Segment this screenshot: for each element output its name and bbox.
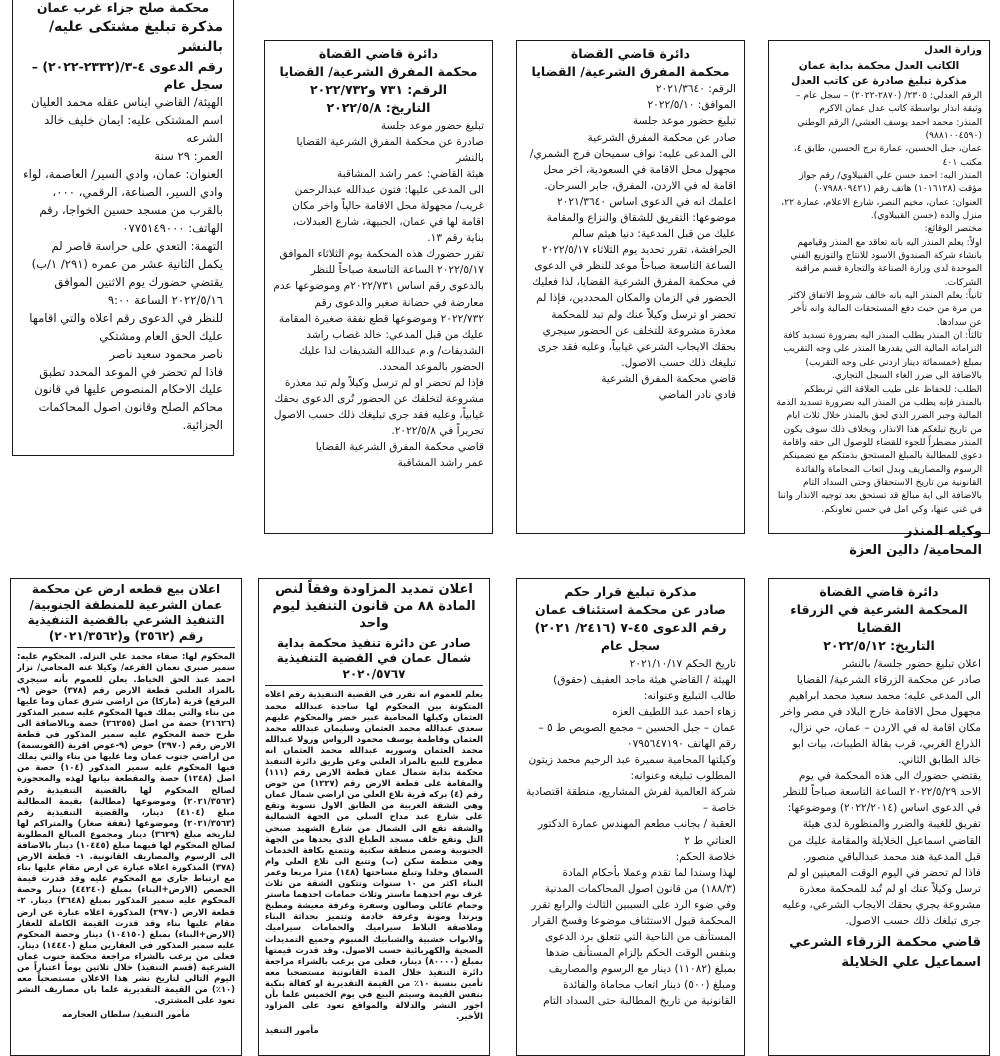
notice-signature-title: قاضي محكمة المفرق الشرعية: [601, 372, 736, 385]
notice-line: الموافق: ٢٠٢٢/٥/١٠: [647, 99, 736, 112]
notice-subtitle: صادر عن دائرة تنفيذ محكمة بداية شمال عمان في القضية التنفيذية ٢٠٢٠/٥٧٦٧: [276, 635, 472, 681]
notice-auction-extension: [258, 578, 490, 1056]
notice-title: مذكرة تبليغ صادرة عن كاتب العدل: [791, 74, 967, 87]
notice-signature-title: قاضي محكمة المفرق الشرعية القضايا: [315, 441, 484, 454]
notice-line: صادر عن محكمة المفرق الشرعية: [587, 131, 736, 144]
notice-ministry: وزارة العدل: [924, 45, 982, 56]
notice-line: الهيئة / القاضي هيئة ماجد العفيف (حقوق): [553, 673, 736, 686]
notice-line: اسم المشتكى عليه: ايمان خليف خالد الشرعه: [44, 112, 223, 145]
notice-line: تبليغ حضور موعد جلسة: [380, 119, 484, 132]
notice-footer: مأمور التنفيذ/ سلطان العجارمه: [62, 1009, 190, 1020]
notice-case-number: رقم الدعوى ٤-٣/(٢٣٣٢-٢٠٢٢) – سجل عام: [31, 58, 223, 92]
notice-line: للنظر في الدعوى رقم اعلاه والتي اقامها عليك الحق العام ومشتكي: [29, 310, 223, 343]
notice-line: الى المدعى عليه: محمد سعيد محمد ابراهيم مجهول محل الاقامة خارج البلاد في مصر واخر مكان اقامة له في الاردن – عمان، حي نزال، الذراع الغربي، قرب بقالة الطيبات، بيات ابو خالد الطابق الثاني.: [780, 689, 981, 767]
notice-line: الى المدعى عليه: نواف سميحان فرج الشمري/ مجهول محل الاقامة في السعودية، اخر محل اقامة له في الاردن، المفرق، جابر السرحان.: [529, 147, 736, 192]
notice-line: ثانياً: يعلم المنذر اليه بانه خالف شروط الاتفاق لاكثر من مرة من حيث دفع المستحقات المالية وانه تأخر عن سدادها.: [788, 290, 982, 328]
notice-court: المحكمة الشرعية في الزرقاء القضايا: [790, 602, 968, 636]
notice-line: المنذر: محمد احمد يوسف العشي/ الرقم الوطني (٩٨٨١٠٠٤٥٩٠): [797, 116, 982, 141]
notice-office: دائرة قاضي القضاة: [318, 46, 439, 61]
divider: [17, 647, 235, 648]
notice-line: مختصر الوقائع:: [924, 223, 982, 235]
notice-signature-name: اسماعيل علي الخلايلة: [841, 954, 981, 970]
notice-signature-name: عمر راشد المشاقبة: [397, 457, 484, 470]
notice-line: شركة العالمية لفرش المشاريع، منطقة اقتصادية خاصة –: [525, 786, 736, 815]
notice-line: الطلب: للحفاظ على طيب العلاقة التي تربطكم بالمنذر فإنه يطلب من المنذر اليه بضرورة تسديد الذمة المالية وجبر الضرر الذي لحق بالمنذر خلال ثلاث ايام من تاريخ تبلغكم هذا الانذار، وبخلاف ذلك سوف يكون المنذر مضطراً للجوء للقضاء للوصول الى حقه واقامة دعوى للمطالبة بالمبلغ المستحق بذمتكم مع تضمينكم الرسوم والمصاريف وبدل اتعاب المحاماة والفائدة القانونية من تاريخ الاستحقاق وحتى السداد التام بالاضافة الى اية مبالغ قد تستحق بعد توجيه الانذار واننا في غنى عنها، وكي امل في حسن تعاونكم.: [776, 383, 982, 515]
notice-line: تبليغ حضور موعد جلسة: [632, 115, 736, 128]
notice-date: التاريخ: ٢٠٢٢/٥/٨: [326, 100, 431, 116]
notice-appeal-judgment: [516, 578, 745, 1056]
notice-line: التهمة: التعدي على حراسة قاصر لم يكمل الثانية عشر من عمره (٢٩١/ ١/ب): [31, 238, 223, 271]
notice-line: عمان – جبل الحسين – مجمع الصويص ط ٥ – رقم الهاتف ٠٧٩٥٦٤٧١٩٠: [538, 721, 736, 750]
notice-line: زهاء احمد عبد اللطيف العزه: [612, 705, 736, 718]
notice-signature-title: قاضي محكمة الزرقاء الشرعي: [789, 935, 981, 951]
notice-title: اعلان بيع قطعه ارض عن محكمة عمان الشرعية للمنطقة الجنوبية/ التنفيذ الشرعي بالقضية التنفيذية رقم (٣٥٦٢) و(٢٠٢١/٣٥٦٢): [27, 582, 225, 643]
notice-title: مذكرة تبليغ مشتكى عليه/ بالنشر: [49, 19, 223, 56]
divider: [265, 685, 483, 686]
notice-line: فاذا لم تحضر في اليوم الوقت المعينين او لم ترسل وكيلاً عنك او لم تُبد للمحكمة معذرة مشروعة يجري بحقك الايجاب الشرعي، وعليه جرى تبلغك ذلك حسب الاصول.: [782, 866, 981, 927]
notice-land-sale-south-amman: [10, 578, 242, 1056]
notice-line: ناصر محمود سعيد ناصر: [109, 346, 223, 361]
notice-line: عمان، جبل الحسين، عمارة برج الحسين، طابق ٤، مكتب ٤٠١: [793, 143, 982, 168]
notice-court: محكمة صلح جزاء غرب عمان: [36, 0, 210, 15]
notice-line: اعلان تبليغ حضور جلسة/ بالنشر: [842, 657, 981, 670]
notice-office: دائرة قاضي القضاة: [570, 46, 691, 61]
notice-court: محكمة المفرق الشرعية/ القضايا: [531, 64, 730, 80]
notice-line: الرقم: ٢٠٢١/٣٦٤٠: [655, 83, 736, 96]
notice-line: ثالثاً: ان المنذر يطلب المنذر اليه بضرورة تسديد كافة التزاماته المالية التي يقدرها المنذر على وجه التقريب بمبلغ (خمسمائة دينار اردني على وجه التقريب) بالاضافة الى ضرر الغاء السجل التجاري.: [783, 330, 982, 382]
notice-court-summons-gharb-amman: [12, 0, 234, 456]
notice-signature-name: المحامية/ دالين العزة: [849, 543, 982, 559]
notice-line: الرقم العدلي: ٢٣٠٥/ (٢٨٧٠-٢٠٢٢) – سجل عام – وثيقة انذار بواسطة كاتب عدل عمان الاكرم: [795, 89, 982, 115]
notice-line: المنذر اليه: احمد حسن علي القبيلاوي/ رقم جواز مؤقت (١٠١٦١٢٨) هاتف رقم (٠٧٩٨٨٠٩٤٢١): [799, 170, 982, 195]
notice-date: التاريخ: ٢٠٢٢/٥/١٢: [823, 638, 935, 654]
notice-register: سجل عام: [600, 638, 661, 654]
notice-line: اولاً: يعلم المنذر اليه بانه تعاقد مع المنذر وقيامهم بانشاء شركة الصندوق الاسود للانتاج والتوزيع الفني الموحدة لدى وزارة الصناعة والتجارة قسم مراقبة الشركات.: [790, 236, 982, 288]
notice-line: يقتضي حضورك يوم الاثنين الموافق ٢٠٢٢/٥/١٦ الساعة ٩:٠٠: [54, 274, 223, 307]
notice-numbers: الرقم: ٧٣١ و٢٠٢٢/٧٣٢: [309, 82, 448, 98]
notice-line: المطلوب تبليغه وعنوانه:: [630, 770, 736, 783]
notice-line: خلاصة الحكم:: [675, 850, 736, 863]
notice-title: اعلان تمديد المزاودة وفقاً لنص المادة ٨٨ من قانون التنفيذ ليوم واحد: [272, 582, 476, 631]
notice-zarqa: [768, 578, 990, 1056]
notice-mafraq-731: [264, 40, 493, 534]
notice-court: محكمة المفرق الشرعية/ القضايا: [279, 64, 478, 80]
notice-line: صادر عن محكمة الزرقاء الشرعية/ القضايا: [796, 673, 981, 686]
notice-line: هيئة القاضي: عمر راشد المشاقبة: [337, 167, 484, 180]
notice-line: طالب التبليغ وعنوانه:: [643, 689, 736, 702]
notice-court: صادر عن محكمة استئناف عمان: [535, 602, 726, 618]
notice-line: العنوان: عمان، مخيم النصر، شارع الاعلام، عمارة ٢٢، منزل والده (حسن القبيلاوي).: [781, 196, 982, 222]
notice-line: صادرة عن محكمة المفرق الشرعية القضايا بالنشر: [296, 135, 484, 164]
notice-line: اعلمك انه في الدعوى اساس ٢٠٢١/٣٦٤٠ موضوعها: التفريق للشقاق والنزاع والمقامة عليك من قبل المدعية: دنيا هيثم سالم الحرافشة، تقرر تحديد يوم الثلاثاء ٢٠٢٢/٥/١٧ الساعة التاسعة صباحاً موعد للنظر في الدعوى في محكمة المفرق الشرعية القضايا، لذا فعليك الحضور في الزمان والمكان المحددين، فإذا لم تحضر او ترسل وكيلاً عنك ولم تبد للمحكمة معذرة مشروعة للتخلف عن الحضور سيجري بحقك الايجاب الشرعي غيابياً، وعليه فقد جرى تبليغك ذلك حسب الاصول.: [532, 195, 736, 369]
notice-mafraq-3640: [516, 40, 745, 534]
notice-line: فإذا لم تحضر او لم ترسل وكيلاً ولم تبد معذرة مشروعة لتخلفك عن الحضور تُرى الدعوى بحقك غيابياً، وعليه فقد جرى تبليغك ذلك حسب الاصول تحريراً في ٢٠٢٢/٥/٨.: [273, 377, 484, 438]
notice-line: تاريخ الحكم ٢٠٢١/١٠/١٧: [629, 657, 736, 670]
notice-title: مذكرة تبليغ قرار حكم: [564, 584, 697, 599]
notice-footer: مأمور التنفيذ: [265, 1025, 319, 1036]
notice-line: وكيلتها المحامية سميرة عبد الرحيم محمد زيتون: [528, 754, 736, 767]
notice-line: تقرر حضورك هذه المحكمة يوم الثلاثاء الموافق ٢٠٢٢/٥/١٧ الساعة التاسعة صباحاً للنظر بالدعوى رقم اساس ٢٠٢٢/٧٣١م وموضوعها عدم معارضة في حضانة صغير والدعوى رقم ٢٠٢٢/٧٣٢ وموضوعها قطع نفقة صغيرة المقامة عليك من قبل المدعي: خالد غصاب راشد الشديفات/ و.م عبدالله الشديفات لذا عليك الحضور بالموعد المحدد.: [273, 248, 484, 373]
notice-issuer: الكاتب العدل محكمة بداية عمان: [798, 59, 960, 72]
notice-line: الهيئة/ القاضي ايناس عقله محمد العليان: [31, 94, 223, 109]
notice-signature-title: وكيله المنذر: [904, 523, 982, 539]
notice-line: يقتضي حضورك الى هذه المحكمة في يوم الاحد ٢٠٢٢/٥/٢٩ الساعة التاسعة صباحاً للنظر في الدعوى اساس (٢٠٢٢/٢٠١٤) وموضوعها: تفريق للغيبة والضرر والمنظورة لدى هيئة القاضي اسماعيل الخلايلة والمقامة عليك من قبل المدعية هند محمد عبدالباقي منصور.: [783, 770, 981, 863]
notice-line: العنوان: عمان، وادي السير/ العاصمة، لواء وادي السير، الصناعة، الرقمي، ٠٠٠، بالقرب من مسجد حسين الخواجا، رقم الهاتف: ٠٧٧٥١٤٩٠٠٠: [23, 166, 223, 235]
notice-notary-warning: [768, 40, 990, 559]
notice-line: لهذا وسندا لما تقدم وعملا بأحكام المادة (١٨٨/٣) من قانون اصول المحاكمات المدنية وفي ضوء الرد على السببين الثالث والرابع تقرر المحكمة قبول الاستئناف موضوعا وفسخ القرار المستأنف من الناحية التي تتعلق برد الدعوى وبنفس الوقت الحكم بإلزام المستأنف ضدها بمبلغ (١١٠٨٢) دينار مع الرسوم والمصاريف ومبلغ (٥٠٠) دينار اتعاب محاماة والفائدة القانونية من تاريخ المطالبة حتى السداد التام: [531, 866, 736, 1008]
notice-line: العقبة / بجانب مطعم المهندس عمارة الدكتور العناتي ط ٢: [538, 818, 736, 847]
notice-case-number: رقم الدعوى ٤٥-٧ (٢٤١٦/ ٢٠٢١): [534, 620, 727, 636]
notice-body: يعلم للعموم انه تقرر في القضية التنفيذية رقم اعلاه المتكونة بين المحكوم لها ساجدة عبدالله محمد العثمان وكيلها المحامية عبير خضر والمحكوم عليهم سعدي عبدالله محمد العثمان وسليمان عبدالله محمد العثمان وفاطمة يوسف محمود الرواس ورولا عبدالله محمد العثمان وسوريه عبدالله محمد العثمان انه مطروح للبيع بالمزاد العلني وعن طريق دائرة التنفيذ محكمة بداية شمال عمان قطعة الارض رقم (١١١) والمقامة على قطعة الارض رقم (١٢٢٧) من حوض رقم (٤) بركه قرية تلاع العلي من اراضي شمال عمان وهي الشقة الغربية من الطابق الاول تسوية وتقع على شارع عبد مداح السلي من الجهة الشمالية والشقة تقع الى الشمال من شارع الشهيد صبحي التل وتقع خلف مسجد الطباع الذي يحدها من الجهة الجنوبية وضمن منطقة سكنية وتتمتع بكافة الخدمات وهي منظمة سكن (ب) وتتبع الى تلاع العلي وام السماق وخلدا وتبلغ مساحتها (١٤٨) مترا مربعا وعمر البناء اكثر من ١٠ سنوات وتتكون الشقة من ثلاث غرف نوم احدهما ماستر وثلاث حمامات احدهما ماستر وحمام عائلي وصالون وسفرة وغرفة معيشة ومطبخ وبرندا ومونة وغرفة خادمة وتتميز بحداثة البناء وملاصقة البلاط سيراميك والحمامات سيراميك والابواب خشبية والشبابيك المنيوم وجميع التمديدات الصحية والكهربائية حسب الاصول. وقد قدرت قيمتها بمبلغ (٨٠٠٠٠) دينار، فعلى من يرغب بالشراء مراجعة دائرة التنفيذ خلال المدة القانونية مستصحبا معه تأمين بنسبة ١٠٪ من القيمة التقديرية او كفالة بنكية بنفس القيمة وسيتم البيع في يوم الخميس علما بأن اجور النشر والدلالة والمواقع تعود على المزاود الأخير.: [265, 689, 484, 1022]
notice-office: دائرة قاضي القضاة: [819, 584, 939, 599]
notice-line: فاذا لم تحضر في الموعد المحدد تطبق عليك الاحكام المنصوص عليها في قانون محاكم الصلح وقانون اصول المحاكمات الجزائية.: [34, 364, 223, 433]
notice-line: الى المدعى عليها: فتون عبدالله عبدالرحمن غريب/ مجهولة محل الاقامة حالياً واخر مكان اقامة لها في عمان، الجبيهة، شارع العبدلات، بناية رقم ١٣.: [292, 183, 484, 245]
notice-line: العمر: ٢٩ سنة: [154, 148, 223, 163]
notice-body: المحكوم لها: صفاء محمد علي النزله. المحكوم عليه: سمير صبري نعمان القرعه/ وكيلا عنه المحامي/ نزار احمد عبد الحق الخياط. يعلن للعموم بأنه سيجري بالمزاد العلني قطعة الارض رقم (٣٧٨) حوض (٩-البرقع) قرية (ماركا) من اراضي شرق عمان وما عليها من بناء والتي يملك فيها المحكوم عليه سمير المذكور (٢١٦٢٦) حصة من اصل (٢٦٢٥٥) حصة وبالاضافة الى طرح حصة المحكوم عليه سمير المذكور في قطعة الارض رقم (٢٩٧٠) حوض (٩-عوض اقرية (القويسمة) من اراضي جنوب عمان وما عليها من بناء والتي يملك فيها المحكوم عليه سمير المذكور (١٠٤) حصة من اصل (١٢٤٨) حصة والمقطعة بيانها لهذه والمحجوزة لصالح المحكوم لها بالقضية التنفيذية رقم (٢٠٢١/٣٥٦٢) وموضوعها (مطالبة) بقيمة المطالبة مبلغ (٤١٠٤) دينار، والقضية التنفيذية رقم (٢٠٢١/٣٥٦٣) وموضوعها (نفقة صغار) والمتراكم لها لتاريخه مبلغ (٣٦٢٩) دينار ومجموع المبالغ المطلوبة لصالح المحكوم لها فيهما مبلغ (١٠٤٤٥) دينار بالاضافة الى الرسوم والمصاريف القانونية. ١- قطعة الارض (٣٧٨) المذكورة اعلاه عبارة عن ارض مقام عليها بناء مع ارتباط جاري مع المحكوم عليه وقد قدرت قيمة الحصص (الارض+البناء) بمبلغ (٤٤٢٤٠) دينار وحصة المحكوم عليه سمير المذكور بمبلغ (٣٦٤٨) دينار. ٢- قطعة الارض (٢٩٧٠) المذكورة اعلاه عبارة عن ارض مقام عليها بناء وقد قدرت القيمة الكاملة للعقار (الارض+البناء) بمبلغ (١٠٤١٥٠) دينار وحصة المحكوم عليه سمير المذكور في العقارين مبلغ (١٤٤٤٠) دينار. فعلى من يرغب بالشراء مراجعة محكمة جنوب عمان الشرعية (قسم التنفيذ) خلال ثلاثين يوماً اعتباراً من اليوم التالي لتاريخ نشر هذا الاعلان مستصحباً معه (١٠٪) من القيمة التقديرية علما بان مصاريف النشر تعود على المشتري.: [17, 651, 236, 1006]
notice-signature-name: فادي نادر الماضي: [658, 389, 736, 402]
